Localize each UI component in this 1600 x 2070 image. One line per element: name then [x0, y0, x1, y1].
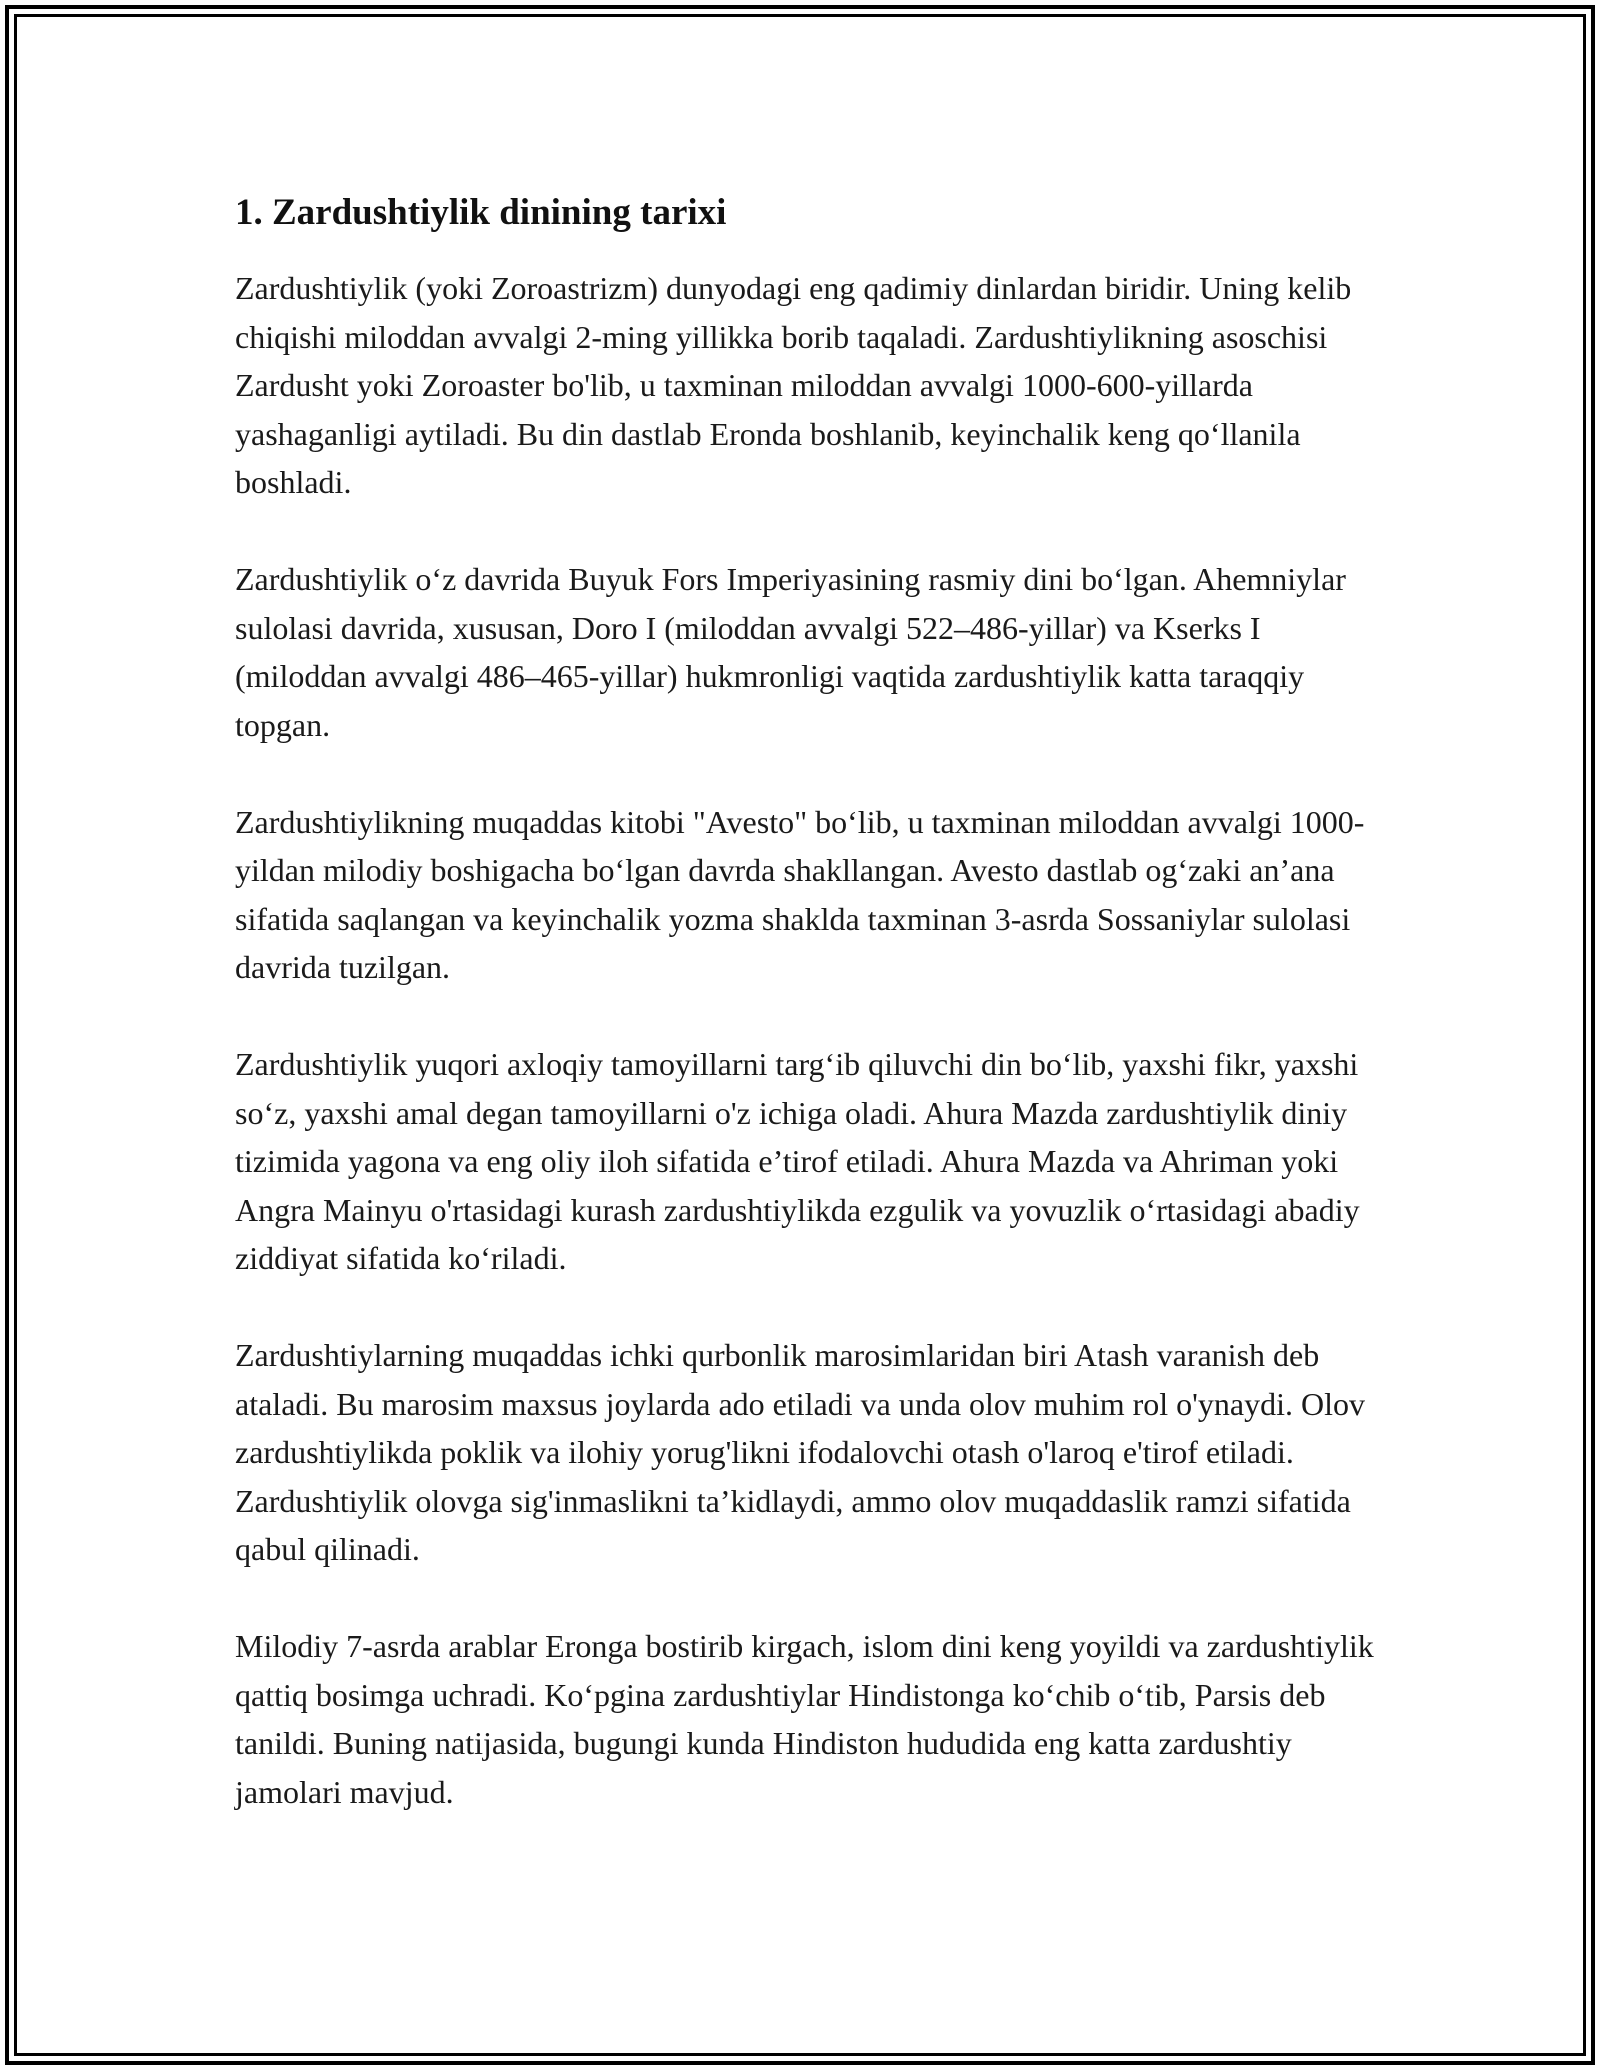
paragraph-ethics: Zardushtiylik yuqori axloqiy tamoyillarni targʻib qiluvchi din boʻlib, yaxshi fikr, yaxshi soʻz, yaxshi amal degan tamoyillarni o'z ichiga oladi. Ahura Mazda zardushtiylik diniy tizimida yagona va eng oliy iloh sifatida e’tirof etiladi. Ahura Mazda va Ahriman yoki Angra Mainyu o'rtasidagi kurash zardushtiylikda ezgulik va yovuzlik oʻrtasidagi abadiy ziddiyat sifatida koʻriladi. [235, 1046, 1360, 1276]
paragraph-migration: Milodiy 7-asrda arablar Eronga bostirib kirgach, islom dini keng yoyildi va zardushtiylik qattiq bosimga uchradi. Koʻpgina zardushtiylar Hindistonga koʻchib oʻtib, Parsis deb tanildi. Buning natijasida, bugungi kunda Hindiston hududida eng katta zardushtiy jamolari mavjud. [235, 1628, 1374, 1810]
page-title: 1. Zardushtiylik dinining tarixi [235, 192, 727, 233]
document-body [235, 188, 1375, 1865]
paragraph-fire-ritual: Zardushtiylarning muqaddas ichki qurbonlik marosimlaridan biri Atash varanish deb ataladi. Bu marosim maxsus joylarda ado etiladi va unda olov muhim rol o'ynaydi. Olov zardushtiylikda poklik va ilohiy yorug'likni ifodalovchi otash o'laroq e'tirof etiladi. Zardushtiylik olovga sig'inmaslikni ta’kidlaydi, ammo olov muqaddaslik ramzi sifatida qabul qilinadi. [235, 1337, 1365, 1567]
paragraph-avesta: Zardushtiylikning muqaddas kitobi "Avesto" boʻlib, u taxminan miloddan avvalgi 1000-yildan milodiy boshigacha boʻlgan davrda shakllangan. Avesto dastlab ogʻzaki an’ana sifatida saqlangan va keyinchalik yozma shaklda taxminan 3-asrda Sossaniylar sulolasi davrida tuzilgan. [235, 803, 1365, 985]
paragraph-persian-empire: Zardushtiylik oʻz davrida Buyuk Fors Imperiyasining rasmiy dini boʻlgan. Ahemniylar sulolasi davrida, xususan, Doro I (miloddan avvalgi 522–486-yillar) va Kserks I (miloddan avvalgi 486–465-yillar) hukmronligi vaqtida zardushtiylik katta taraqqiy topgan. [235, 561, 1346, 743]
paragraph-origins: Zardushtiylik (yoki Zoroastrizm) dunyodagi eng qadimiy dinlardan biridir. Uning kelib chiqishi miloddan avvalgi 2-ming yillikka borib taqaladi. Zardushtiylikning asoschisi Zardusht yoki Zoroaster bo'lib, u taxminan miloddan avvalgi 1000-600-yillarda yashaganligi aytiladi. Bu din dastlab Eronda boshlanib, keyinchalik keng qoʻllanila boshladi. [235, 270, 1352, 500]
